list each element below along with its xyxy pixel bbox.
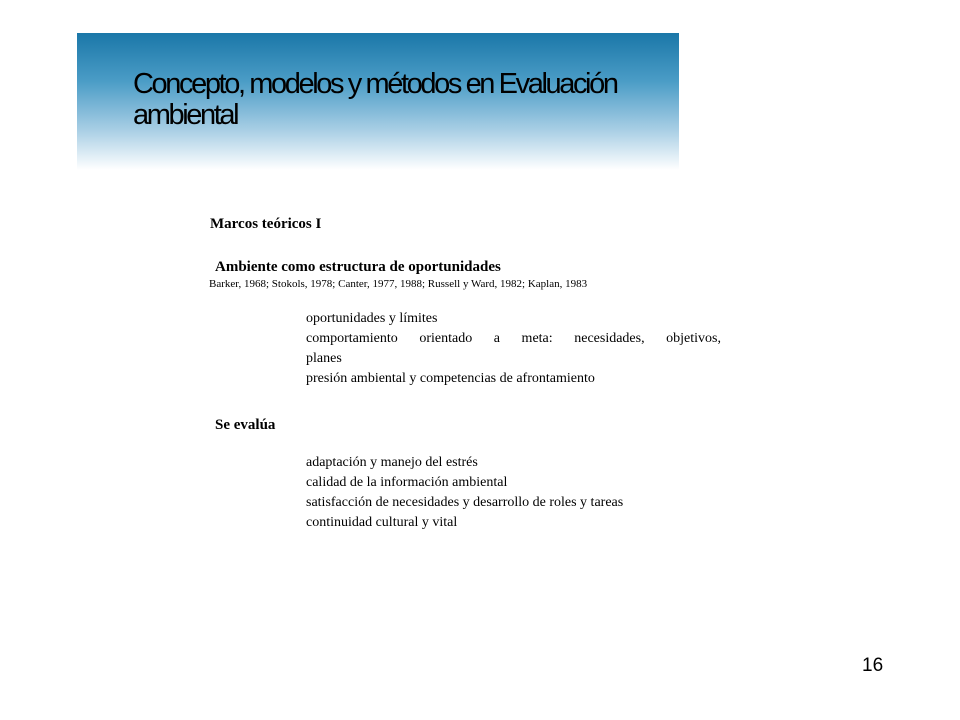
opportunity-structure-title: Ambiente como estructura de oportunidades xyxy=(215,259,501,275)
list-item: adaptación y manejo del estrés xyxy=(306,455,478,470)
slide-number: 16 xyxy=(862,655,884,676)
evaluated-items-list xyxy=(210,453,730,533)
opportunity-items-list xyxy=(210,309,730,389)
slide-body xyxy=(210,214,730,533)
list-item: comportamiento orientado a meta: necesidades, objetivos, xyxy=(306,331,721,346)
list-item: planes xyxy=(306,351,342,366)
title-banner xyxy=(77,33,679,170)
list-item: continuidad cultural y vital xyxy=(306,515,458,530)
references-line: Barker, 1968; Stokols, 1978; Canter, 1977, 1988; Russell y Ward, 1982; Kaplan, 1983 xyxy=(209,278,588,290)
list-item: calidad de la información ambiental xyxy=(306,475,508,490)
slide-title: Concepto, modelos y métodos en Evaluación ambiental xyxy=(133,68,617,131)
list-item: oportunidades y límites xyxy=(306,311,438,326)
list-item: presión ambiental y competencias de afrontamiento xyxy=(306,371,595,386)
list-item: satisfacción de necesidades y desarrollo de roles y tareas xyxy=(306,495,624,510)
evaluated-title: Se evalúa xyxy=(215,417,276,433)
section-heading: Marcos teóricos I xyxy=(210,216,322,232)
